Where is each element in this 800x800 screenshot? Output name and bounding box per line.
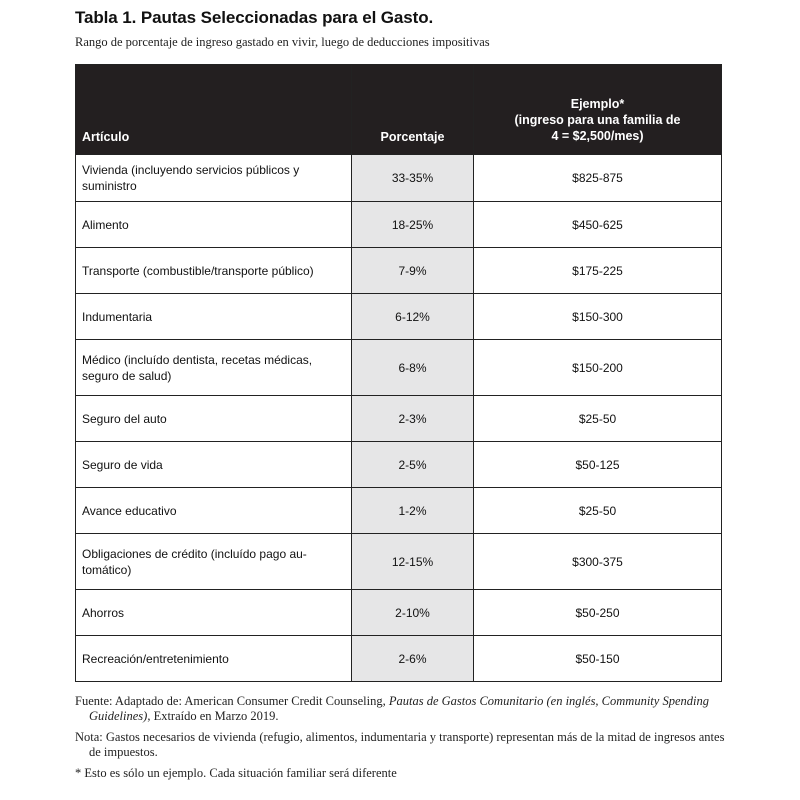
cell-item-line: Seguro del auto bbox=[82, 411, 167, 426]
cell-percent: 2-3% bbox=[352, 396, 474, 442]
cell-item-line: Alimento bbox=[82, 217, 129, 232]
cell-item-line: Transporte (combustible/transporte público) bbox=[82, 263, 314, 278]
cell-example: $25-50 bbox=[474, 488, 722, 534]
header-example-line3: 4 = $2,500/mes) bbox=[551, 129, 644, 143]
spending-guidelines-table bbox=[75, 64, 722, 682]
cell-item bbox=[76, 636, 352, 682]
cell-percent: 6-8% bbox=[352, 340, 474, 396]
cell-item bbox=[76, 396, 352, 442]
cell-item bbox=[76, 590, 352, 636]
source-note bbox=[75, 694, 725, 724]
cell-item-line: Avance educativo bbox=[82, 503, 177, 518]
cell-item bbox=[76, 155, 352, 202]
header-example bbox=[474, 65, 722, 155]
cell-percent: 12-15% bbox=[352, 534, 474, 590]
table-body bbox=[76, 155, 722, 682]
cell-example: $450-625 bbox=[474, 202, 722, 248]
header-example-line2: (ingreso para una familia de bbox=[514, 113, 681, 127]
header-example-title: Ejemplo* bbox=[570, 97, 625, 111]
cell-example: $50-150 bbox=[474, 636, 722, 682]
cell-item bbox=[76, 488, 352, 534]
table-row bbox=[76, 340, 722, 396]
table-row bbox=[76, 442, 722, 488]
cell-item bbox=[76, 442, 352, 488]
cell-example: $50-250 bbox=[474, 590, 722, 636]
cell-item-line: Médico (incluído dentista, recetas médicas, bbox=[82, 352, 313, 367]
cell-percent: 2-6% bbox=[352, 636, 474, 682]
cell-item-line: tomático) bbox=[82, 562, 132, 577]
cell-percent: 1-2% bbox=[352, 488, 474, 534]
asterisk-note: * Esto es sólo un ejemplo. Cada situación familiar será diferente bbox=[75, 766, 397, 780]
table-header-row bbox=[76, 65, 722, 155]
source-suffix: , Extraído en Marzo 2019. bbox=[147, 709, 279, 723]
source-title: Pautas de Gastos Comunitario (en inglés, Community Spending Guidelines) bbox=[89, 694, 709, 723]
cell-percent: 2-10% bbox=[352, 590, 474, 636]
cell-example: $150-200 bbox=[474, 340, 722, 396]
cell-example: $50-125 bbox=[474, 442, 722, 488]
cell-item bbox=[76, 248, 352, 294]
cell-percent: 2-5% bbox=[352, 442, 474, 488]
cell-item bbox=[76, 294, 352, 340]
cell-example: $825-875 bbox=[474, 155, 722, 202]
cell-item bbox=[76, 534, 352, 590]
table-row bbox=[76, 294, 722, 340]
table-row bbox=[76, 396, 722, 442]
cell-item-line: Obligaciones de crédito (incluído pago au- bbox=[82, 546, 307, 561]
cell-item-line: Ahorros bbox=[82, 605, 125, 620]
table-row bbox=[76, 248, 722, 294]
cell-item-line: Seguro de vida bbox=[82, 457, 163, 472]
table-subtitle: Rango de porcentaje de ingreso gastado en vivir, luego de deducciones impositivas bbox=[75, 35, 490, 49]
header-item: Artículo bbox=[76, 65, 352, 155]
cell-example: $25-50 bbox=[474, 396, 722, 442]
source-prefix: Fuente: Adaptado de: American Consumer Credit Counseling, bbox=[75, 694, 389, 708]
cell-item bbox=[76, 202, 352, 248]
cell-percent: 6-12% bbox=[352, 294, 474, 340]
cell-item-line: Recreación/entretenimiento bbox=[82, 651, 229, 666]
cell-item-line: seguro de salud) bbox=[82, 368, 172, 383]
cell-percent: 7-9% bbox=[352, 248, 474, 294]
cell-item-line: Indumentaria bbox=[82, 309, 153, 324]
table-row bbox=[76, 155, 722, 202]
cell-item bbox=[76, 340, 352, 396]
cell-example: $175-225 bbox=[474, 248, 722, 294]
cell-item-line: Vivienda (incluyendo servicios públicos y bbox=[82, 163, 300, 177]
table-title: Tabla 1. Pautas Seleccionadas para el Gasto. bbox=[75, 8, 434, 27]
table-row bbox=[76, 488, 722, 534]
cell-example: $150-300 bbox=[474, 294, 722, 340]
table-row bbox=[76, 590, 722, 636]
housing-note: Nota: Gastos necesarios de vivienda (refugio, alimentos, indumentaria y transporte) representan más de la mitad de ingresos antes de impuestos. bbox=[75, 730, 725, 759]
header-percent: Porcentaje bbox=[352, 65, 474, 155]
cell-example: $300-375 bbox=[474, 534, 722, 590]
cell-percent: 33-35% bbox=[352, 155, 474, 202]
table-row bbox=[76, 534, 722, 590]
table-row bbox=[76, 636, 722, 682]
footnotes bbox=[75, 694, 725, 787]
cell-percent: 18-25% bbox=[352, 202, 474, 248]
table-row bbox=[76, 202, 722, 248]
cell-item-line: suministro bbox=[82, 179, 137, 193]
